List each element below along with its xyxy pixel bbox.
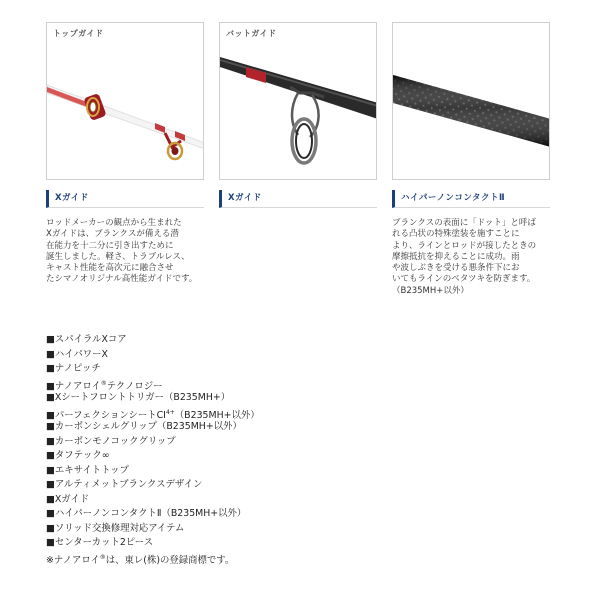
butt-guide-illustration <box>220 23 377 180</box>
registered-mark: ® <box>99 553 106 561</box>
feature-item: ■ナノアロイ®テクノロジー <box>46 379 163 392</box>
feature-item: ■カーボンモノコックグリップ <box>46 435 176 447</box>
feature-item: ■スパイラルXコア <box>46 334 127 345</box>
feature-item: ■カーボンシェルグリップ（B235MH+以外） <box>46 421 242 432</box>
panel-title: バットガイド <box>226 29 277 38</box>
bullet: ■ <box>46 508 55 519</box>
x-guide-description <box>46 218 208 286</box>
trademark-note: ※ナノアロイ®は、東レ(株)の登録商標です。 <box>46 553 235 566</box>
desc-line: Xガイドは、ブランクスが備える潜 <box>46 229 179 240</box>
top-guide-illustration <box>47 23 204 180</box>
feature-item: ■ハイパワーX <box>46 348 108 360</box>
bullet: ■ <box>46 409 55 421</box>
feature-item: ■タフテック∞ <box>46 450 110 461</box>
feature-item: ■エキサイトトップ <box>46 464 129 476</box>
desc-line: 誕生しました。軽さ、トラブルレス、 <box>46 251 190 262</box>
blank-surface-illustration <box>393 23 550 180</box>
desc-line: 在能力を十二分に引き出すために <box>46 240 174 251</box>
feature-item: ■ソリッド交換修理対応アイテム <box>46 522 185 534</box>
bullet: ■ <box>46 421 55 432</box>
top-guide-photo <box>46 22 204 180</box>
feature-item: ■アルティメットブランクスデザイン <box>46 479 203 490</box>
feature-item: ■Xガイド <box>46 493 90 505</box>
bullet: ■ <box>46 493 55 505</box>
caption-x-guide-butt: Xガイド <box>219 190 377 208</box>
bullet: ■ <box>46 464 55 476</box>
feature-item: ■ナノピッチ <box>46 363 101 374</box>
bullet: ■ <box>46 334 55 345</box>
bullet: ■ <box>46 450 55 461</box>
caption-hyper-non-contact: ハイパーノンコンタクトⅡ <box>392 190 550 208</box>
desc-line: たシマノオリジナル高性能ガイドです。 <box>46 274 198 285</box>
feature-item: ■パーフェクションシート$CI^{4+}(B235MH+$以外） <box>46 408 260 421</box>
panel-title: トップガイド <box>53 29 104 38</box>
butt-guide-photo <box>219 22 377 180</box>
desc-line: 摩擦抵抗を抑えることに成功。雨 <box>392 251 520 262</box>
bullet: ■ <box>46 435 55 447</box>
feature-list <box>46 333 366 565</box>
superscript: 4+ <box>165 408 175 416</box>
desc-line: ロッドメーカーの観点から生まれた <box>46 218 182 228</box>
bullet: ■ <box>46 479 55 490</box>
bullet: ■ <box>46 522 55 534</box>
feature-item: ■Xシートフロントトリガー（B235MH+） <box>46 392 231 403</box>
bullet: ■ <box>46 363 55 374</box>
registered-mark: ® <box>100 379 107 387</box>
bullet: ■ <box>46 380 55 392</box>
desc-line: ブランクスの表面に「ドット」と呼ば <box>392 218 536 228</box>
bullet: ■ <box>46 392 55 403</box>
bullet: ■ <box>46 348 55 360</box>
hyper-non-contact-photo <box>392 22 550 180</box>
bullet: ■ <box>46 537 55 548</box>
desc-line: より、ラインとロッドが接したときの <box>392 240 537 251</box>
desc-line: れる凸状の特殊塗装を施すことに <box>392 229 520 240</box>
feature-item: ■センターカット2ピース <box>46 537 154 548</box>
desc-line: や波しぶきを受ける悪条件下にお <box>392 263 520 274</box>
desc-line: （B235MH+以外） <box>392 285 469 296</box>
desc-line: キャスト性能を高次元に融合させ <box>46 263 174 274</box>
desc-line: いてもラインのベタツキを防ぎます。 <box>392 274 536 285</box>
feature-item: ■ハイパーノンコンタクトⅡ（B235MH+以外） <box>46 508 247 519</box>
hyper-non-contact-description <box>392 218 554 297</box>
caption-x-guide-top: Xガイド <box>46 190 204 208</box>
